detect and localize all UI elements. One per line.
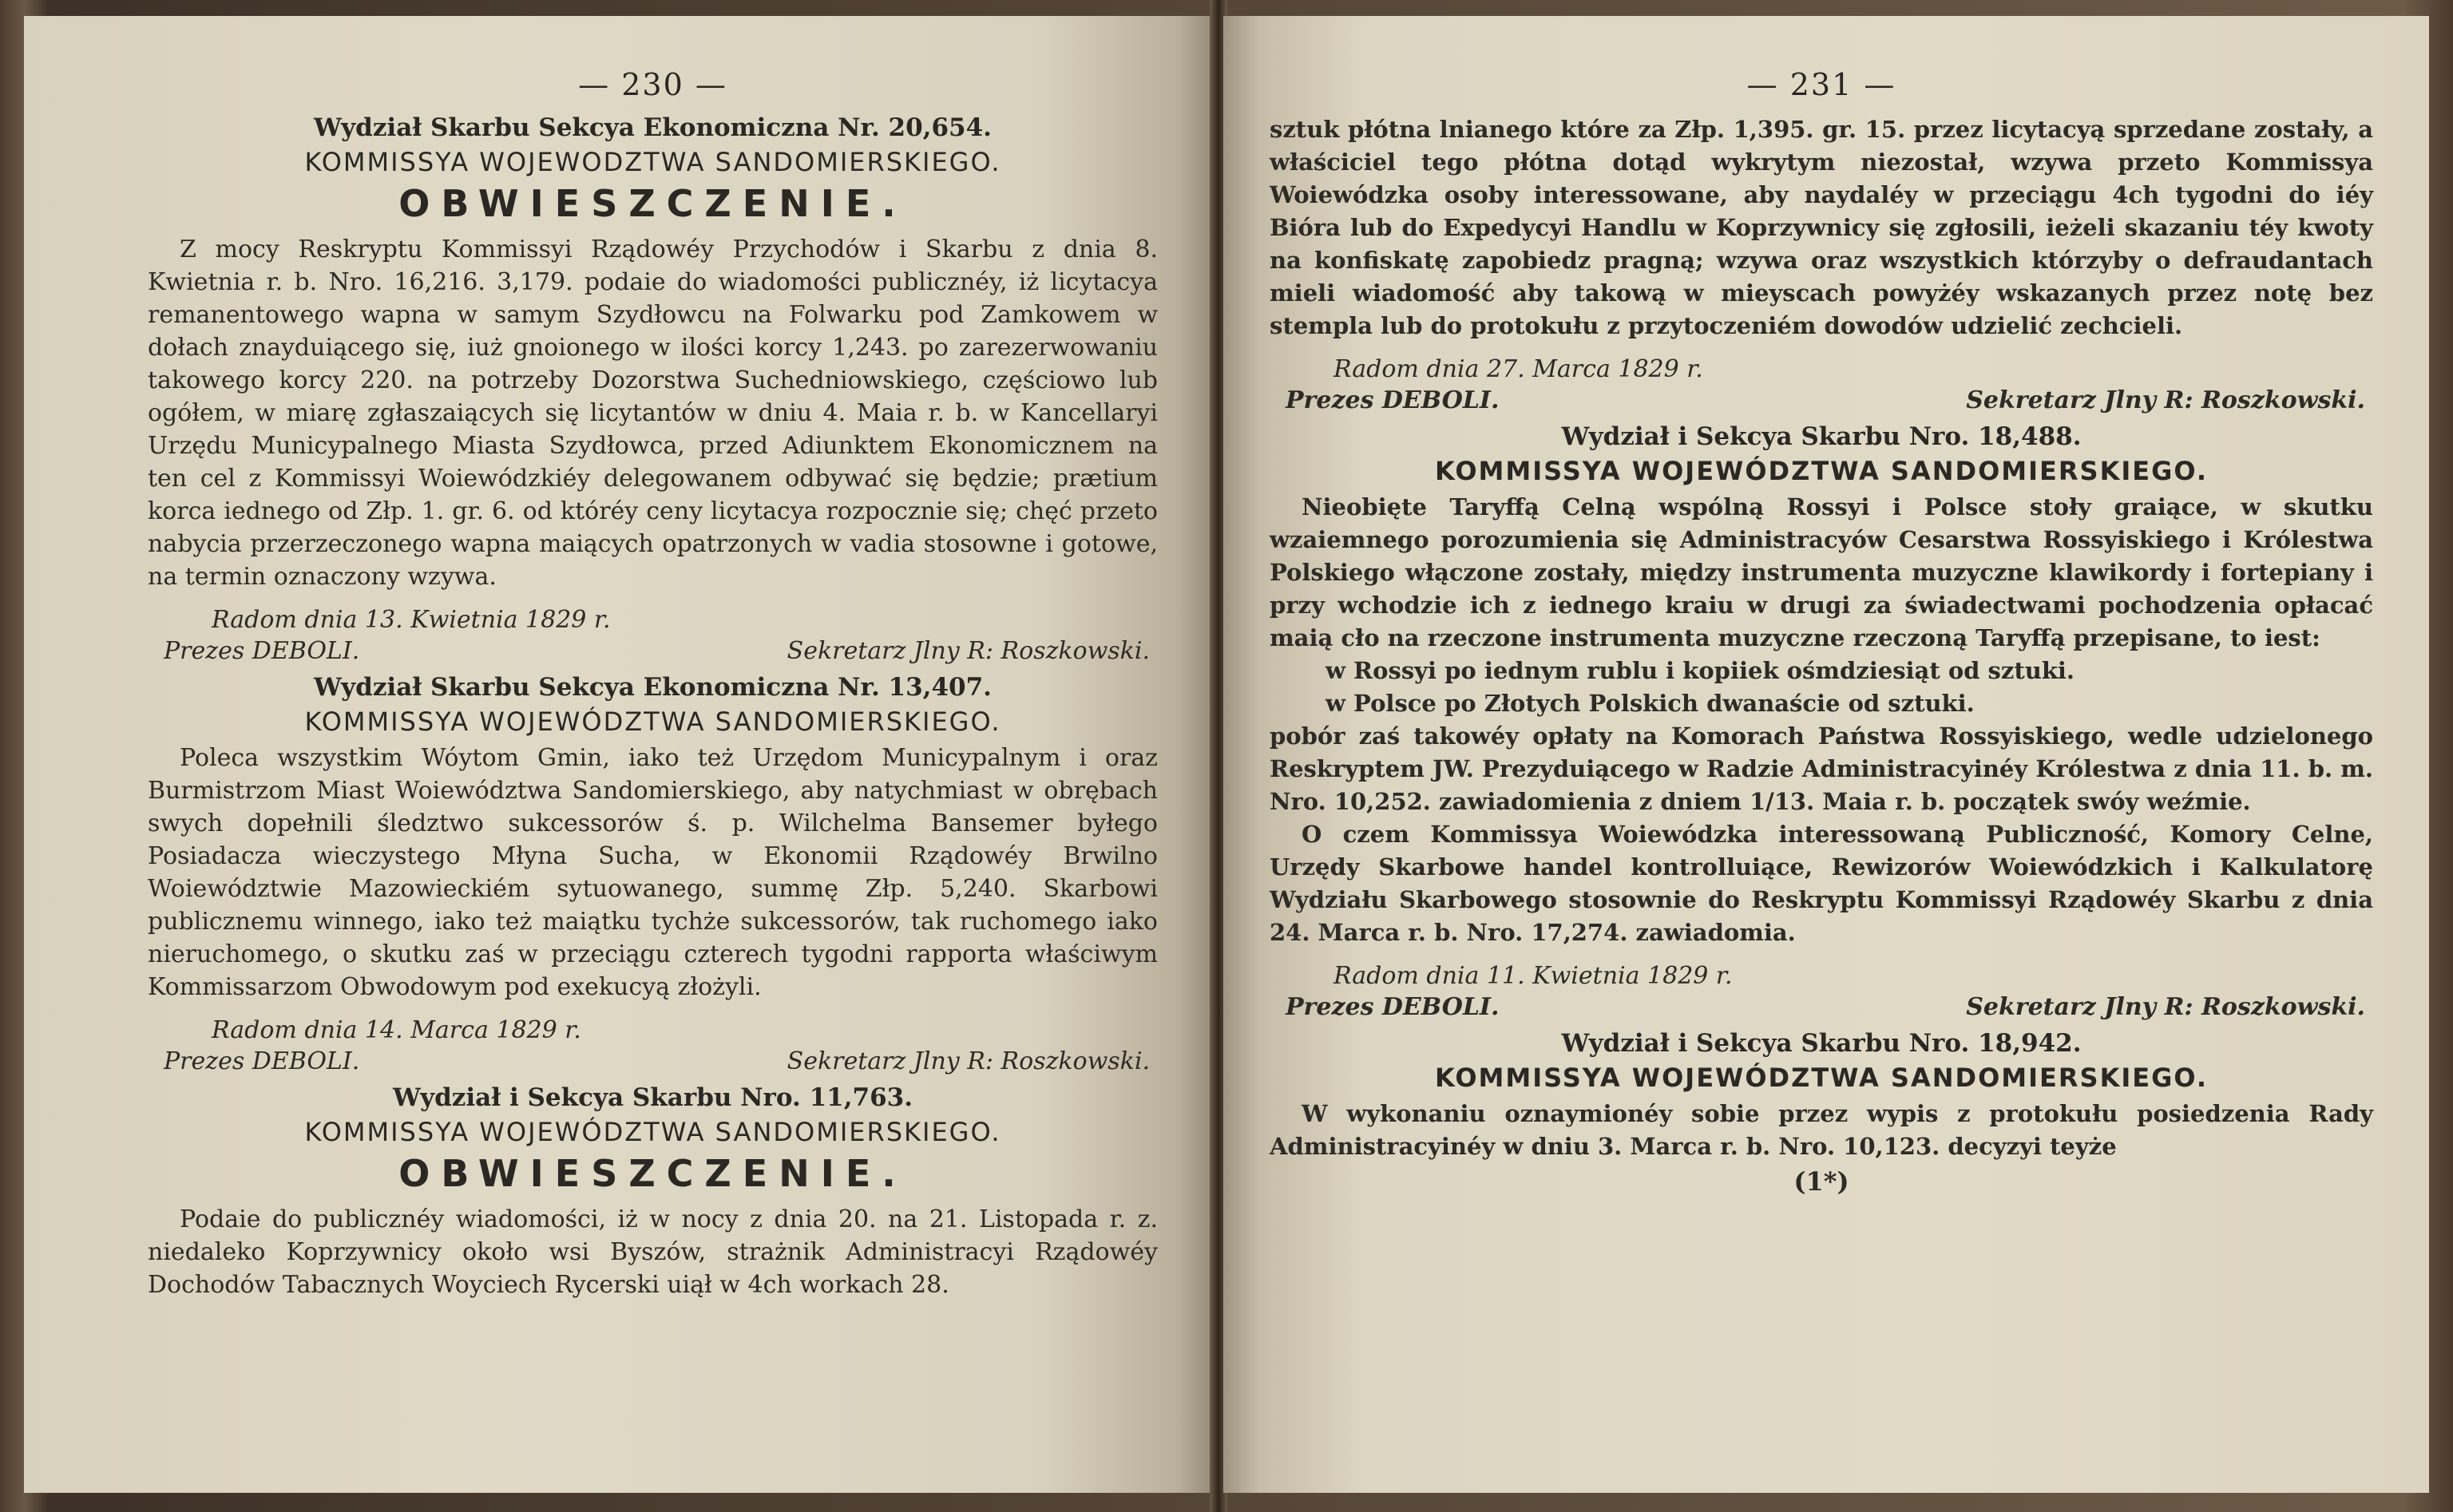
department-heading: Wydział i Sekcya Skarbu Nro. 18,488. xyxy=(1561,422,2082,451)
notice xyxy=(148,673,1158,1075)
notice xyxy=(148,1083,1158,1301)
notice-body: sztuk płótna lnianego które za Złp. 1,395. gr. 15. przez licytacyą sprzedane zostały, a właściciel tego płótna dotąd wykrytym niezostał, wzywa przeto Kommissya Woiewódzka osoby interessowane, aby naydaléy w przeciągu 4ch tygodni do iéy Bióra lub do Expedycyi Handlu w Koprzywnicy się zgłosili, ieżeli skazaniu téy kwoty na konfiskatę zapobiedz pragną; wzywa oraz wszystkich którzyby o defraudantach mieli wiadomość aby takową w mieyscach powyżéy wskazanych przez notę bez stempla lub do protokułu z przytoczeniém dowodów udzielić zechcieli. xyxy=(1270,116,2373,339)
page-number: — 230 — xyxy=(578,67,727,102)
notice-date: Radom dnia 11. Kwietnia 1829 r. xyxy=(1333,962,1733,990)
president-signature: Prezes DEBOLI. xyxy=(1286,993,1500,1021)
president-signature: Prezes DEBOLI. xyxy=(1286,386,1500,414)
signatures xyxy=(1286,386,2373,414)
list-item: w Rossyi po iednym rublu i kopiiek ośmdziesiąt od sztuki. xyxy=(1326,657,2075,684)
notice-title: OBWIESZCZENIE. xyxy=(398,182,907,225)
notice xyxy=(1270,422,2373,1021)
notice-body: W wykonaniu oznaymionéy sobie przez wypis z protokułu posiedzenia Rady Administracyinéy w dniu 3. Marca r. b. Nro. 10,123. decyzyi teyże xyxy=(1270,1100,2373,1160)
department-heading: Wydział Skarbu Sekcya Ekonomiczna Nr. 20,654. xyxy=(314,113,992,142)
notice-body: Nieobięte Taryffą Celną wspólną Rossyi i Polsce stoły graiące, w skutku wzaiemnego porozumienia się Administracyów Cesarstwa Rossyiskiego i Królestwa Polskiego włączone zostały, między instrumenta muzyczne klawikordy i fortepiany i przy wchodzie ich z iednego kraiu w drugi za świadectwami pochodzenia opłacać maią cło na rzeczone instrumenta muzyczne rzeczoną Taryffą przepisane, to iest: xyxy=(1270,493,2373,651)
commission-heading: KOMMISSYA WOJEWÓDZTWA SANDOMIERSKIEGO. xyxy=(304,707,1001,737)
secretary-signature: Sekretarz Jlny R: Roszkowski. xyxy=(1966,993,2365,1021)
secretary-signature: Sekretarz Jlny R: Roszkowski. xyxy=(1966,386,2365,414)
commission-heading: KOMMISSYA WOJEWÓDZTWA SANDOMIERSKIEGO. xyxy=(1434,456,2209,486)
signatures xyxy=(1286,993,2373,1021)
page-number: — 231 — xyxy=(1746,67,1896,102)
signature-mark: (1*) xyxy=(1793,1166,1849,1197)
signatures xyxy=(164,1047,1158,1075)
commission-heading: KOMMISSYA WOJEWÓDZTWA SANDOMIERSKIEGO. xyxy=(304,1117,1001,1147)
notice-continuation xyxy=(1270,113,2373,414)
right-page xyxy=(1223,16,2429,1493)
list-item: w Polsce po Złotych Polskich dwanaście od sztuki. xyxy=(1326,690,1975,717)
department-heading: Wydział Skarbu Sekcya Ekonomiczna Nr. 13,407. xyxy=(314,673,992,702)
signatures xyxy=(164,637,1158,665)
president-signature: Prezes DEBOLI. xyxy=(164,1047,360,1075)
president-signature: Prezes DEBOLI. xyxy=(164,637,360,665)
notice-body: Z mocy Reskryptu Kommissyi Rządowéy Przychodów i Skarbu z dnia 8. Kwietnia r. b. Nro. 16,216. 3,179. podaie do wiadomości publicznéy, iż licytacya remanentowego wapna w samym Szydłowcu na Folwarku pod Zamkowem w dołach znayduiącego się, iuż gnoionego w ilości korcy 1,243. po zarezerwowaniu takowego korcy 220. na potrzeby Dozorstwa Suchedniowskiego, częściowo lub ogółem, w miarę zgłaszaiących się licytantów w dniu 4. Maia r. b. w Kancellaryi Urzędu Municypalnego Miasta Szydłowca, przed Adiunktem Ekonomicznem na ten cel z Kommissyi Woiewódzkiéy delegowanem odbywać się będzie; prætium korca iednego od Złp. 1. gr. 6. od któréy ceny licytacya rozpocznie się; chęć przeto nabycia przerzeczonego wapna maiących opatrzonych w vadia stosowne i gotowe, na termin oznaczony wzywa. xyxy=(148,236,1158,591)
notice-body: O czem Kommissya Woiewódzka interessowaną Publiczność, Komory Celne, Urzędy Skarbowe handel kontrolluiące, Rewizorów Woiewódzkich i Kalkulatorę Wydziału Skarbowego stosownie do Reskryptu Kommissyi Rządowéy Skarbu z dnia 24. Marca r. b. Nro. 17,274. zawiadomia. xyxy=(1270,821,2373,946)
department-heading: Wydział i Sekcya Skarbu Nro. 11,763. xyxy=(392,1083,913,1112)
commission-heading: KOMMISSYA WOJEWODZTWA SANDOMIERSKIEGO. xyxy=(304,147,1001,177)
notice-date: Radom dnia 14. Marca 1829 r. xyxy=(212,1016,581,1044)
secretary-signature: Sekretarz Jlny R: Roszkowski. xyxy=(787,637,1150,665)
notice-body: pobór zaś takowéy opłaty na Komorach Państwa Rossyiskiego, wedle udzielonego Reskryptem JW. Prezyduiącego w Radzie Administracyinéy Królestwa z dnia 11. b. m. Nro. 10,252. zawiadomienia z dniem 1/13. Maia r. b. początek swóy weźmie. xyxy=(1270,722,2373,815)
left-page xyxy=(24,16,1214,1493)
notice-date: Radom dnia 13. Kwietnia 1829 r. xyxy=(212,606,611,634)
notice xyxy=(1270,1029,2373,1197)
notice xyxy=(148,113,1158,665)
department-heading: Wydział i Sekcya Skarbu Nro. 18,942. xyxy=(1561,1029,2082,1058)
notice-title: OBWIESZCZENIE. xyxy=(398,1152,907,1195)
notice-body: Poleca wszystkim Wóytom Gmin, iako też Urzędom Municypalnym i oraz Burmistrzom Miast Woiewództwa Sandomierskiego, aby natychmiast w obrębach swych dopełnili śledztwo sukcessorów ś. p. Wilchelma Bansemer byłego Posiadacza wieczystego Młyna Sucha, w Ekonomii Rządowéy Brwilno Woiewództwie Mazowieckiém sytuowanego, summę Złp. 5,240. Skarbowi publicznemu winnego, iako też maiątku tychże sukcessorów, tak ruchomego iako nieruchomego, o skutku zaś w przeciągu czterech tygodni rapporta właściwym Kommissarzom Obwodowym pod exekucyą złożyli. xyxy=(148,744,1158,1001)
secretary-signature: Sekretarz Jlny R: Roszkowski. xyxy=(787,1047,1150,1075)
commission-heading: KOMMISSYA WOJEWÓDZTWA SANDOMIERSKIEGO. xyxy=(1434,1063,2209,1093)
notice-date: Radom dnia 27. Marca 1829 r. xyxy=(1333,355,1703,383)
notice-body: Podaie do publicznéy wiadomości, iż w nocy z dnia 20. na 21. Listopada r. z. niedaleko Koprzywnicy około wsi Byszów, strażnik Administracyi Rządowéy Dochodów Tabacznych Woyciech Rycerski uiął w 4ch workach 28. xyxy=(148,1205,1158,1299)
